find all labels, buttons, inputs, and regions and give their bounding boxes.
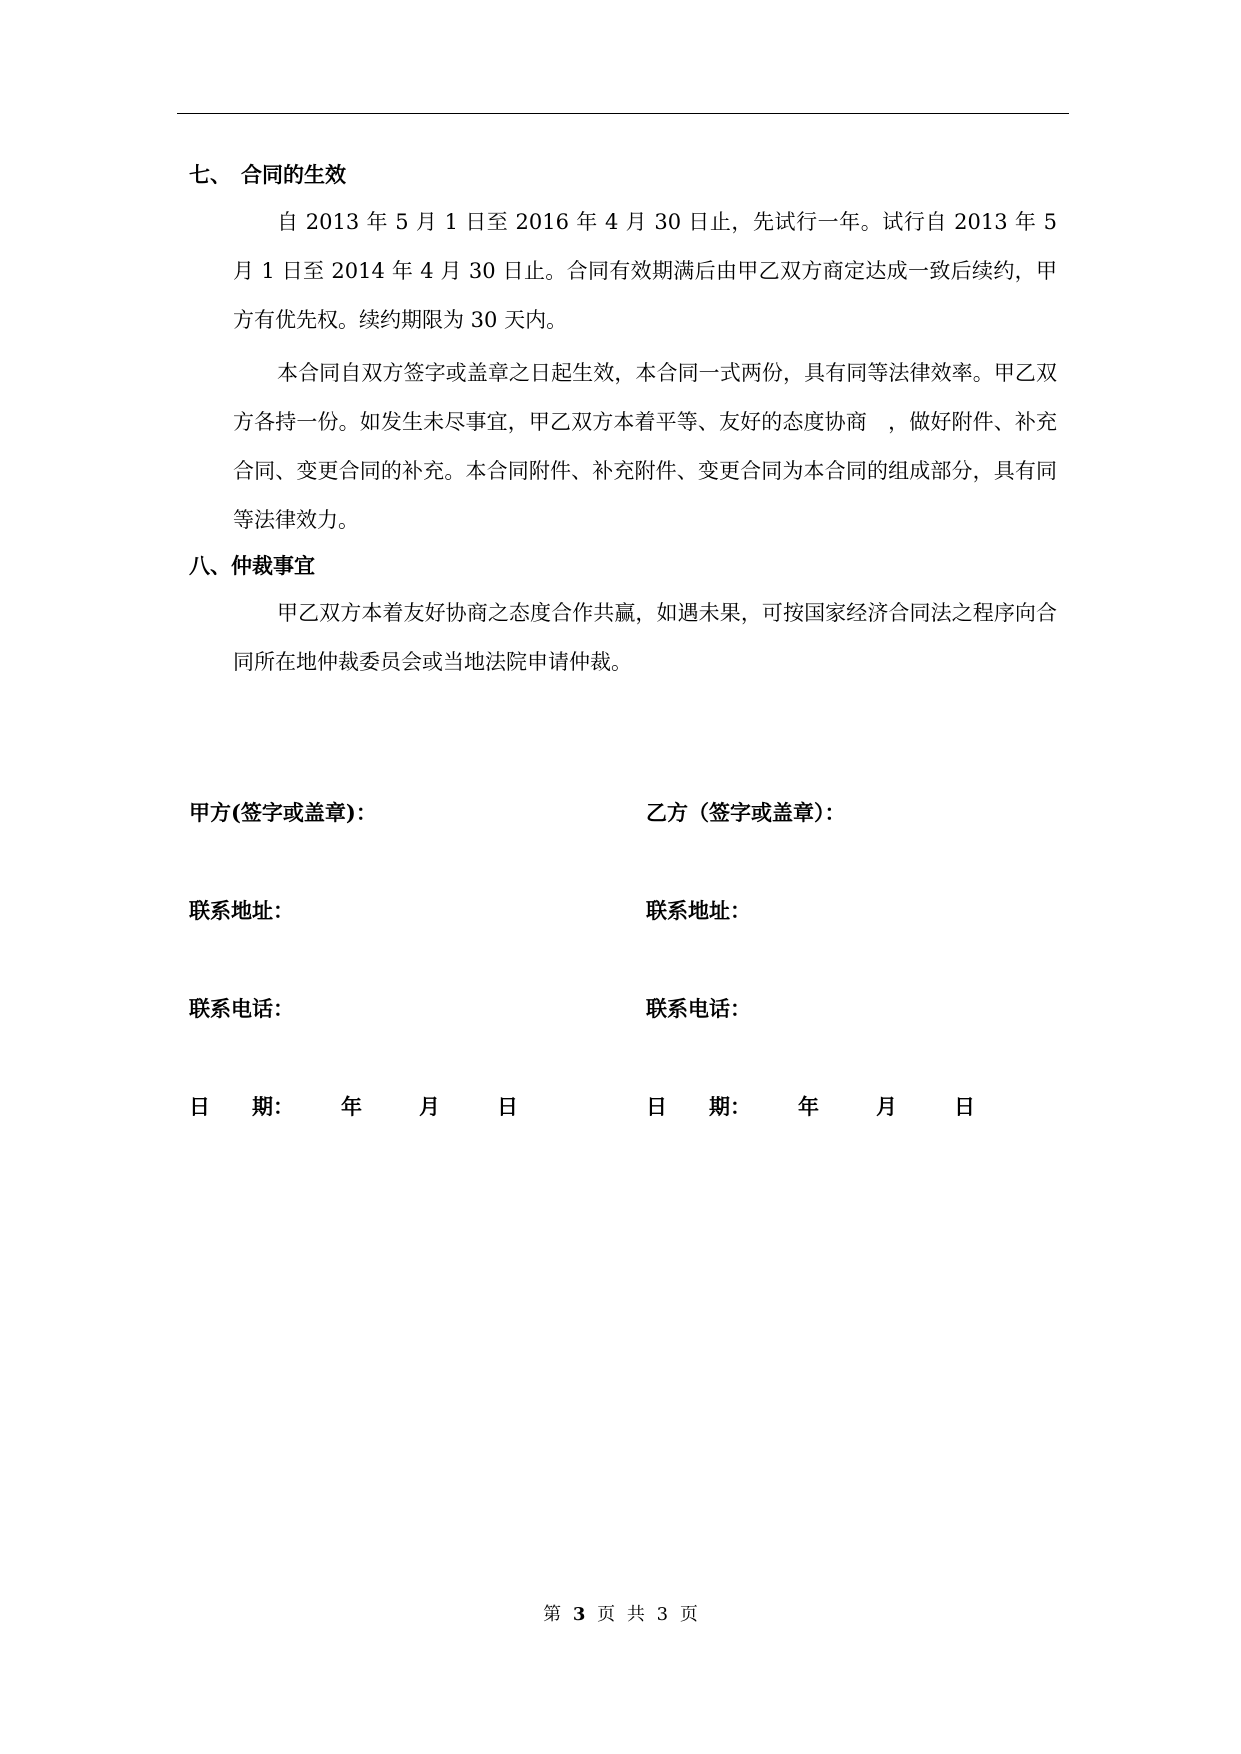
footer-total-pages: 3: [656, 1604, 669, 1625]
party-a-date-day: 日: [497, 1094, 518, 1119]
party-b-signature-label: 乙方（签字或盖章）：: [646, 800, 846, 825]
page-footer: [0, 1606, 1241, 1624]
party-a-phone-label: 联系电话：: [189, 996, 294, 1021]
section-8-heading: 八、仲裁事宜: [189, 553, 315, 578]
section-8-paragraph-1: 甲乙双方本着友好协商之态度合作共赢，如遇未果，可按国家经济合同法之程序向合同所在地仲裁委员会或当地法院申请仲裁。: [233, 601, 1057, 674]
section-7-paragraph-2: 本合同自双方签字或盖章之日起生效，本合同一式两份，具有同等法律效率。甲乙双方各持一份。如发生未尽事宜，甲乙双方本着平等、友好的态度协商 ，做好附件、补充合同、变更合同的补充。本合同附件、补充附件、变更合同为本合同的组成部分，具有同等法律效力。: [233, 361, 1057, 532]
party-a-date-label: 日 期：: [189, 1094, 294, 1119]
footer-prefix: 第: [543, 1604, 562, 1625]
party-b-date-day: 日: [954, 1094, 975, 1119]
section-7-number: 七、: [189, 162, 231, 187]
party-a-signature-label: 甲方(签字或盖章)：: [189, 800, 377, 825]
section-7-heading: [189, 164, 346, 185]
party-a-date-row: [189, 1096, 529, 1120]
footer-middle: 页 共: [597, 1604, 645, 1625]
section-7-paragraph-1: 自 2013 年 5 月 1 日至 2016 年 4 月 30 日止，先试行一年。试行自 2013 年 5 月 1 日至 2014 年 4 月 30 日止。合同有效期满后由甲乙双方商定达成一致后续约，甲方有优先权。续约期限为 30 天内。: [233, 210, 1057, 332]
party-b-date-label: 日 期：: [646, 1094, 751, 1119]
party-a-address-label: 联系地址：: [189, 898, 294, 923]
party-b-date-year: 年: [798, 1094, 819, 1119]
party-b-date-month: 月: [876, 1094, 897, 1119]
party-a-date-year: 年: [341, 1094, 362, 1119]
footer-suffix: 页: [679, 1604, 698, 1625]
party-b-phone-label: 联系电话：: [646, 996, 751, 1021]
party-b-date-row: [646, 1096, 986, 1120]
party-b-address-label: 联系地址：: [646, 898, 751, 923]
header-rule: [177, 113, 1069, 114]
party-a-date-month: 月: [419, 1094, 440, 1119]
footer-current-page: 3: [572, 1604, 586, 1625]
section-7-title: 合同的生效: [241, 162, 346, 187]
